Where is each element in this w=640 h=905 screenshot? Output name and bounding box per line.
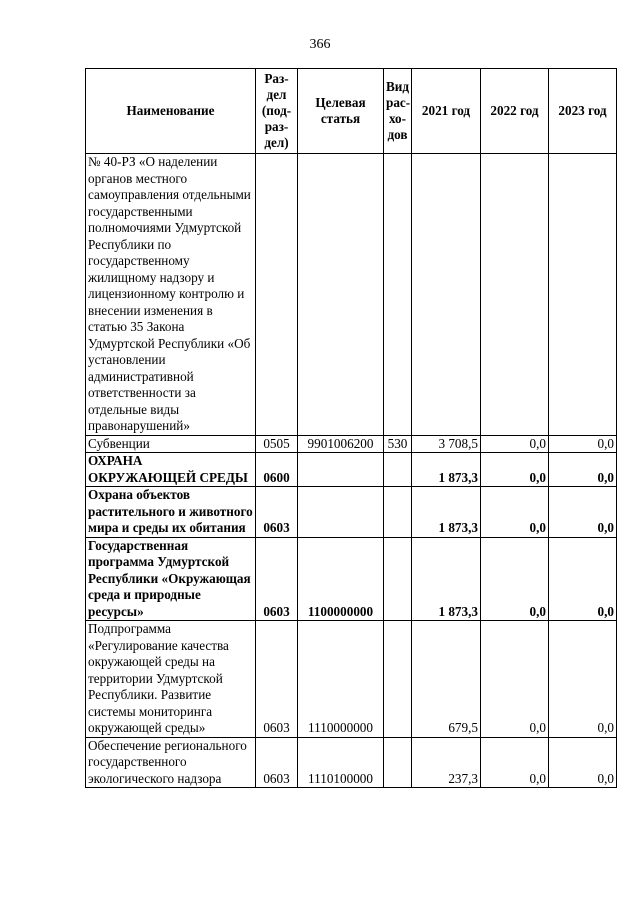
row-2023: 0,0 [549,453,617,487]
row-2022: 0,0 [481,621,549,738]
row-2021 [412,154,481,436]
row-target: 1110100000 [298,737,384,788]
row-target [298,487,384,538]
header-row [86,69,617,154]
row-2023: 0,0 [549,537,617,621]
row-2021: 3 708,5 [412,435,481,453]
row-2023: 0,0 [549,621,617,738]
row-name: Субвенции [86,435,256,453]
header-2023: 2023 год [549,69,617,154]
row-section: 0603 [256,737,298,788]
row-name: ОХРАНА ОКРУЖАЮЩЕЙ СРЕДЫ [86,453,256,487]
row-section: 0603 [256,537,298,621]
row-2022: 0,0 [481,453,549,487]
row-target: 1100000000 [298,537,384,621]
row-type [384,621,412,738]
header-2022: 2022 год [481,69,549,154]
row-type: 530 [384,435,412,453]
row-section: 0600 [256,453,298,487]
row-target [298,154,384,436]
row-section: 0603 [256,487,298,538]
budget-table [85,68,617,788]
page-number: 366 [309,37,331,52]
row-2022: 0,0 [481,435,549,453]
table-row [86,154,617,436]
row-type [384,154,412,436]
row-type [384,737,412,788]
row-2022: 0,0 [481,487,549,538]
row-target [298,453,384,487]
row-target: 9901006200 [298,435,384,453]
row-2021: 237,3 [412,737,481,788]
header-2021: 2021 год [412,69,481,154]
table-row [86,537,617,621]
header-expense-type: Вид рас- хо- дов [384,69,412,154]
table-row [86,621,617,738]
row-name: Обеспечение регионального государственного экологического надзора [86,737,256,788]
table-row [86,435,617,453]
row-2023 [549,154,617,436]
row-2022: 0,0 [481,537,549,621]
row-2021: 1 873,3 [412,537,481,621]
row-name: Государственная программа Удмуртской Республики «Окружающая среда и природные ресурсы» [86,537,256,621]
row-2023: 0,0 [549,487,617,538]
row-2022 [481,154,549,436]
header-target: Целевая статья [298,69,384,154]
row-type [384,453,412,487]
row-type [384,487,412,538]
row-2021: 1 873,3 [412,453,481,487]
row-2022: 0,0 [481,737,549,788]
row-section: 0603 [256,621,298,738]
row-section: 0505 [256,435,298,453]
row-name: Подпрограмма «Регулирование качества окружающей среды на территории Удмуртской Республики. Развитие системы мониторинга окружающей среды» [86,621,256,738]
row-2021: 679,5 [412,621,481,738]
table-row [86,737,617,788]
header-name: Наименование [86,69,256,154]
row-2021: 1 873,3 [412,487,481,538]
table-row [86,453,617,487]
table-row [86,487,617,538]
row-2023: 0,0 [549,435,617,453]
header-section: Раз- дел (под- раз- дел) [256,69,298,154]
row-name: Охрана объектов растительного и животного мира и среды их обитания [86,487,256,538]
row-section [256,154,298,436]
row-name: № 40-РЗ «О наделении органов местного самоуправления отдельными государственными полномочиями Удмуртской Республики по государственному жилищному надзору и лицензионному контролю и внесении изменения в статью 35 Закона Удмуртской Республики «Об установлении административной ответственности за отдельные виды правонарушений» [86,154,256,436]
row-target: 1110000000 [298,621,384,738]
row-type [384,537,412,621]
row-2023: 0,0 [549,737,617,788]
